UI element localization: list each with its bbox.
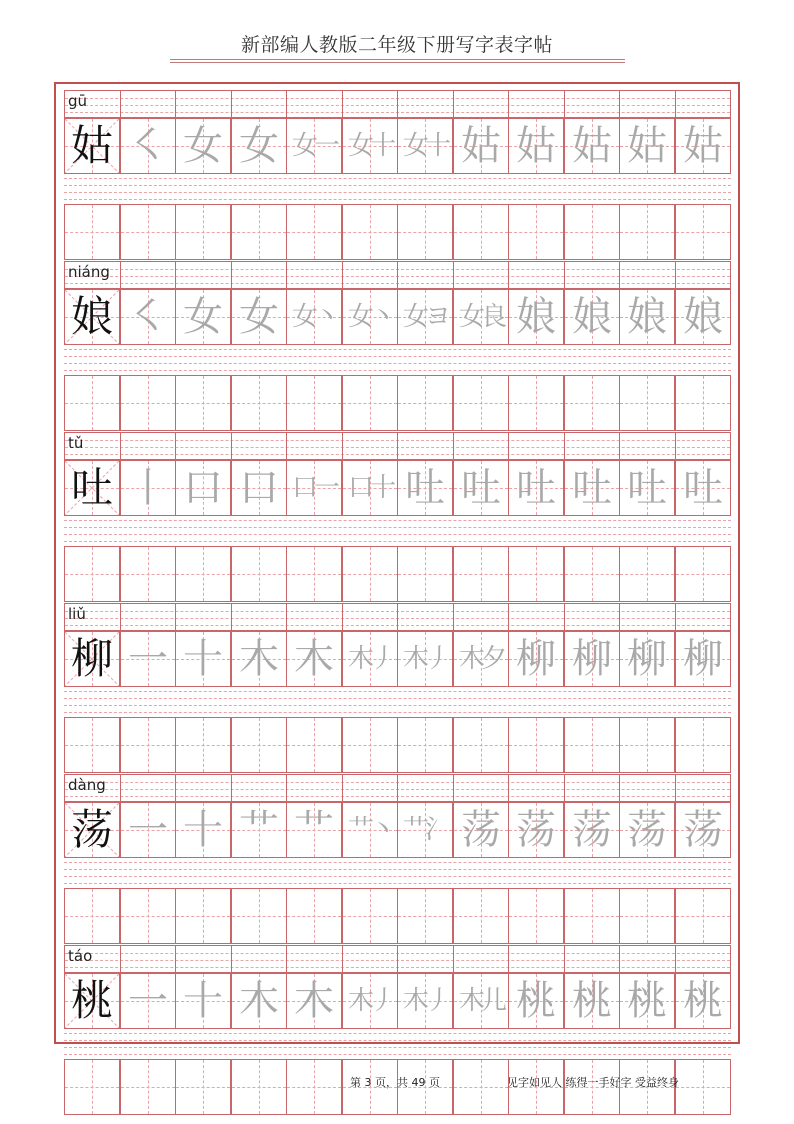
stroke-order-step: 荡 — [516, 807, 556, 853]
stroke-order-cell — [120, 631, 176, 687]
blank-practice-cell — [286, 204, 342, 260]
guide-line — [64, 370, 731, 371]
stroke-order-step: 柳 — [627, 636, 667, 682]
stroke-order-cell — [397, 460, 453, 516]
stroke-order-cell — [231, 118, 287, 174]
stroke-order-step: 一 — [128, 978, 168, 1024]
stroke-order-step: 柳 — [516, 636, 556, 682]
guide-line — [64, 712, 731, 713]
stroke-order-step: 吐 — [461, 465, 501, 511]
blank-practice-cell — [619, 888, 675, 944]
stroke-order-cell — [675, 118, 731, 174]
character-block — [64, 432, 731, 602]
stroke-order-cell — [342, 460, 398, 516]
stroke-order-step: 吐 — [405, 465, 445, 511]
blank-practice-cell — [508, 717, 564, 773]
stroke-order-cell — [175, 802, 231, 858]
stroke-order-cell — [342, 631, 398, 687]
blank-practice-cell — [120, 1059, 176, 1115]
character-block — [64, 90, 731, 260]
blank-practice-cell — [120, 204, 176, 260]
blank-practice-cell — [675, 375, 731, 431]
blank-practice-cell — [231, 546, 287, 602]
stroke-order-cell — [231, 802, 287, 858]
stroke-order-cell — [120, 289, 176, 345]
blank-practice-cell — [286, 717, 342, 773]
blank-practice-cell — [342, 717, 398, 773]
blank-practice-cell — [564, 204, 620, 260]
stroke-order-cell — [453, 289, 509, 345]
guide-line — [64, 883, 731, 884]
guide-line — [64, 876, 731, 877]
stroke-order-cell — [619, 802, 675, 858]
stroke-order-cell — [675, 973, 731, 1029]
blank-practice-cell — [564, 546, 620, 602]
blank-practice-cell — [231, 1059, 287, 1115]
pinyin-label: táo — [68, 947, 93, 965]
pinyin-label: liǔ — [68, 605, 86, 623]
stroke-order-step: 女 — [239, 294, 279, 340]
model-character-cell — [64, 460, 120, 516]
guide-line — [64, 527, 731, 528]
stroke-order-step: 娘 — [516, 294, 556, 340]
stroke-order-cell — [342, 802, 398, 858]
stroke-order-cell — [675, 460, 731, 516]
stroke-order-cell — [619, 460, 675, 516]
stroke-order-cell — [231, 631, 287, 687]
stroke-order-step: 口一 — [291, 473, 336, 503]
blank-practice-cell — [286, 546, 342, 602]
blank-practice-cell — [453, 1059, 509, 1115]
stroke-order-cell — [508, 118, 564, 174]
stroke-order-step: 木丿 — [347, 986, 392, 1016]
stroke-order-step: 木 — [239, 636, 279, 682]
stroke-order-step: 柳 — [572, 636, 612, 682]
model-character: 姑 — [70, 121, 113, 170]
stroke-order-step: 吐 — [572, 465, 612, 511]
blank-practice-cell — [120, 888, 176, 944]
stroke-order-step: 十 — [183, 978, 223, 1024]
page-number: 第 3 页，共 49 页 — [350, 1076, 440, 1089]
stroke-order-cell — [231, 973, 287, 1029]
blank-practice-cell — [508, 375, 564, 431]
stroke-order-cell — [397, 973, 453, 1029]
stroke-order-step: 姑 — [572, 123, 612, 169]
character-block — [64, 261, 731, 431]
pinyin-row — [64, 603, 731, 631]
blank-practice-cell — [564, 888, 620, 944]
blank-practice-cell — [564, 375, 620, 431]
model-character: 娘 — [70, 292, 113, 341]
stroke-order-step: 口十 — [347, 473, 392, 503]
blank-practice-cell — [397, 546, 453, 602]
stroke-order-step: 女ヨ — [402, 302, 447, 332]
blank-practice-cell — [175, 888, 231, 944]
stroke-order-step: 娘 — [572, 294, 612, 340]
blank-practice-cell — [675, 888, 731, 944]
guide-line — [64, 1047, 731, 1048]
stroke-order-cell — [564, 973, 620, 1029]
stroke-order-step: 艹 — [294, 807, 334, 853]
model-character: 桃 — [70, 976, 113, 1025]
guide-line — [64, 185, 731, 186]
blank-practice-cell — [453, 204, 509, 260]
stroke-order-step: 姑 — [627, 123, 667, 169]
title-rule-top — [170, 59, 625, 60]
guide-line — [64, 1040, 731, 1041]
blank-practice-cell — [397, 204, 453, 260]
stroke-order-step: 桃 — [683, 978, 723, 1024]
stroke-order-step: 姑 — [461, 123, 501, 169]
pinyin-row — [64, 261, 731, 289]
blank-practice-cell — [231, 888, 287, 944]
stroke-order-cell — [675, 802, 731, 858]
stroke-order-cell — [564, 118, 620, 174]
stroke-order-step: 艹 — [239, 807, 279, 853]
stroke-order-step: 口 — [239, 465, 279, 511]
stroke-order-cell — [453, 118, 509, 174]
blank-practice-cell — [64, 546, 120, 602]
stroke-order-cell — [619, 631, 675, 687]
guide-line — [64, 520, 731, 521]
blank-practice-cell — [342, 888, 398, 944]
stroke-order-cell — [453, 631, 509, 687]
stroke-order-step: 女一 — [291, 131, 336, 161]
stroke-order-cell — [453, 460, 509, 516]
blank-practice-cell — [453, 375, 509, 431]
pinyin-row — [64, 945, 731, 973]
stroke-order-step: 女丶 — [291, 302, 336, 332]
guide-line — [64, 356, 731, 357]
stroke-order-step: 柳 — [683, 636, 723, 682]
blank-practice-cell — [120, 717, 176, 773]
stroke-order-cell — [453, 973, 509, 1029]
stroke-order-step: 吐 — [627, 465, 667, 511]
blank-practice-cell — [508, 204, 564, 260]
stroke-order-cell — [120, 460, 176, 516]
stroke-order-cell — [675, 289, 731, 345]
blank-practice-cell — [231, 204, 287, 260]
stroke-order-step: 桃 — [516, 978, 556, 1024]
blank-practice-cell — [619, 204, 675, 260]
stroke-order-step: 木 — [239, 978, 279, 1024]
stroke-order-step: 吐 — [683, 465, 723, 511]
stroke-order-cell — [231, 289, 287, 345]
stroke-order-cell — [508, 802, 564, 858]
title-rule-bottom — [170, 62, 625, 63]
stroke-order-step: ㇛ — [128, 123, 168, 169]
guide-line — [64, 192, 731, 193]
stroke-order-cell — [619, 118, 675, 174]
model-character-cell — [64, 631, 120, 687]
stroke-order-step: 十 — [183, 636, 223, 682]
pinyin-label: niáng — [68, 263, 110, 281]
stroke-order-cell — [619, 973, 675, 1029]
stroke-order-cell — [342, 289, 398, 345]
guide-line — [64, 534, 731, 535]
stroke-order-step: 娘 — [683, 294, 723, 340]
blank-practice-cell — [397, 888, 453, 944]
model-character-cell — [64, 973, 120, 1029]
guide-line — [64, 541, 731, 542]
stroke-order-step: 女 — [183, 123, 223, 169]
model-character: 吐 — [70, 463, 113, 512]
stroke-order-step: 女十 — [402, 131, 447, 161]
blank-practice-cell — [619, 546, 675, 602]
blank-practice-cell — [175, 204, 231, 260]
stroke-order-cell — [286, 631, 342, 687]
stroke-order-cell — [342, 118, 398, 174]
stroke-order-cell — [342, 973, 398, 1029]
stroke-order-cell — [286, 118, 342, 174]
stroke-order-cell — [675, 631, 731, 687]
guide-line — [64, 178, 731, 179]
stroke-order-cell — [508, 289, 564, 345]
blank-practice-cell — [453, 717, 509, 773]
stroke-order-step: 丨 — [128, 465, 168, 511]
blank-practice-cell — [286, 888, 342, 944]
pinyin-row — [64, 90, 731, 118]
stroke-order-step: 一 — [128, 807, 168, 853]
stroke-order-step: 艹丶 — [347, 815, 392, 845]
stroke-order-step: 荡 — [572, 807, 612, 853]
blank-practice-cell — [675, 204, 731, 260]
stroke-order-step: 木丿 — [347, 644, 392, 674]
blank-practice-cell — [175, 717, 231, 773]
pinyin-row — [64, 432, 731, 460]
stroke-order-step: 木丿 — [402, 986, 447, 1016]
blank-practice-cell — [342, 546, 398, 602]
blank-practice-cell — [175, 1059, 231, 1115]
stroke-order-cell — [175, 289, 231, 345]
stroke-order-step: 娘 — [627, 294, 667, 340]
stroke-order-cell — [564, 802, 620, 858]
stroke-order-step: 姑 — [516, 123, 556, 169]
blank-practice-cell — [675, 546, 731, 602]
stroke-order-cell — [286, 973, 342, 1029]
blank-practice-cell — [342, 375, 398, 431]
character-block — [64, 774, 731, 944]
guide-line — [64, 199, 731, 200]
blank-practice-cell — [675, 1059, 731, 1115]
blank-practice-cell — [120, 375, 176, 431]
pinyin-row — [64, 774, 731, 802]
stroke-order-cell — [453, 802, 509, 858]
stroke-order-cell — [619, 289, 675, 345]
blank-practice-cell — [675, 717, 731, 773]
guide-line — [64, 698, 731, 699]
blank-practice-cell — [286, 1059, 342, 1115]
stroke-order-step: 女 — [183, 294, 223, 340]
stroke-order-cell — [175, 460, 231, 516]
stroke-order-step: 荡 — [627, 807, 667, 853]
guide-line — [64, 705, 731, 706]
model-character-cell — [64, 289, 120, 345]
stroke-order-cell — [120, 118, 176, 174]
model-character-cell — [64, 802, 120, 858]
stroke-order-step: 荡 — [461, 807, 501, 853]
page-title: 新部编人教版二年级下册写字表字帖 — [240, 34, 553, 56]
stroke-order-step: 木夕 — [458, 644, 503, 674]
guide-line — [64, 691, 731, 692]
stroke-order-cell — [508, 973, 564, 1029]
guide-line — [64, 363, 731, 364]
practice-sheet-frame — [54, 82, 740, 1044]
stroke-order-cell — [286, 460, 342, 516]
stroke-order-step: 口 — [183, 465, 223, 511]
stroke-order-cell — [120, 802, 176, 858]
stroke-order-cell — [286, 289, 342, 345]
model-character: 柳 — [70, 634, 113, 683]
blank-practice-cell — [64, 1059, 120, 1115]
stroke-order-cell — [120, 973, 176, 1029]
stroke-order-step: 木丿 — [402, 644, 447, 674]
stroke-order-cell — [175, 973, 231, 1029]
stroke-order-step: ㇛ — [128, 294, 168, 340]
blank-practice-cell — [453, 888, 509, 944]
stroke-order-step: 桃 — [627, 978, 667, 1024]
blank-practice-cell — [120, 546, 176, 602]
guide-line — [64, 1033, 731, 1034]
blank-practice-cell — [397, 375, 453, 431]
stroke-order-step: 女丶 — [347, 302, 392, 332]
blank-practice-cell — [231, 375, 287, 431]
stroke-order-step: 姑 — [683, 123, 723, 169]
stroke-order-step: 荡 — [683, 807, 723, 853]
stroke-order-cell — [175, 631, 231, 687]
stroke-order-cell — [397, 289, 453, 345]
stroke-order-step: 十 — [183, 807, 223, 853]
blank-practice-cell — [231, 717, 287, 773]
stroke-order-step: 一 — [128, 636, 168, 682]
blank-practice-cell — [175, 546, 231, 602]
blank-practice-cell — [564, 717, 620, 773]
stroke-order-cell — [397, 802, 453, 858]
stroke-order-cell — [397, 118, 453, 174]
stroke-order-step: 女 — [239, 123, 279, 169]
blank-practice-cell — [64, 717, 120, 773]
stroke-order-cell — [508, 460, 564, 516]
stroke-order-cell — [397, 631, 453, 687]
stroke-order-cell — [508, 631, 564, 687]
pinyin-label: gū — [68, 92, 88, 110]
blank-practice-cell — [508, 888, 564, 944]
stroke-order-step: 木 — [294, 636, 334, 682]
guide-line — [64, 862, 731, 863]
stroke-order-step: 女十 — [347, 131, 392, 161]
blank-practice-cell — [342, 204, 398, 260]
pinyin-label: tǔ — [68, 434, 84, 452]
stroke-order-cell — [564, 460, 620, 516]
blank-practice-cell — [64, 375, 120, 431]
blank-practice-cell — [619, 375, 675, 431]
footer-motto: 见字如见人 练得一手好字 受益终身 — [507, 1076, 679, 1089]
stroke-order-step: 木 — [294, 978, 334, 1024]
pinyin-label: dàng — [68, 776, 106, 794]
stroke-order-step: 木儿 — [458, 986, 503, 1016]
guide-line — [64, 1054, 731, 1055]
stroke-order-step: 女良 — [458, 302, 503, 332]
blank-practice-cell — [508, 546, 564, 602]
stroke-order-step: 艹氵 — [402, 815, 447, 845]
guide-line — [64, 349, 731, 350]
character-block — [64, 603, 731, 773]
blank-practice-cell — [397, 717, 453, 773]
blank-practice-cell — [286, 375, 342, 431]
stroke-order-cell — [231, 460, 287, 516]
stroke-order-cell — [286, 802, 342, 858]
blank-practice-cell — [175, 375, 231, 431]
model-character-cell — [64, 118, 120, 174]
stroke-order-step: 吐 — [516, 465, 556, 511]
stroke-order-step: 桃 — [572, 978, 612, 1024]
blank-practice-cell — [64, 888, 120, 944]
blank-practice-cell — [619, 717, 675, 773]
blank-practice-cell — [64, 204, 120, 260]
stroke-order-cell — [564, 631, 620, 687]
model-character: 荡 — [70, 805, 113, 854]
stroke-order-cell — [175, 118, 231, 174]
guide-line — [64, 869, 731, 870]
stroke-order-cell — [564, 289, 620, 345]
blank-practice-cell — [453, 546, 509, 602]
